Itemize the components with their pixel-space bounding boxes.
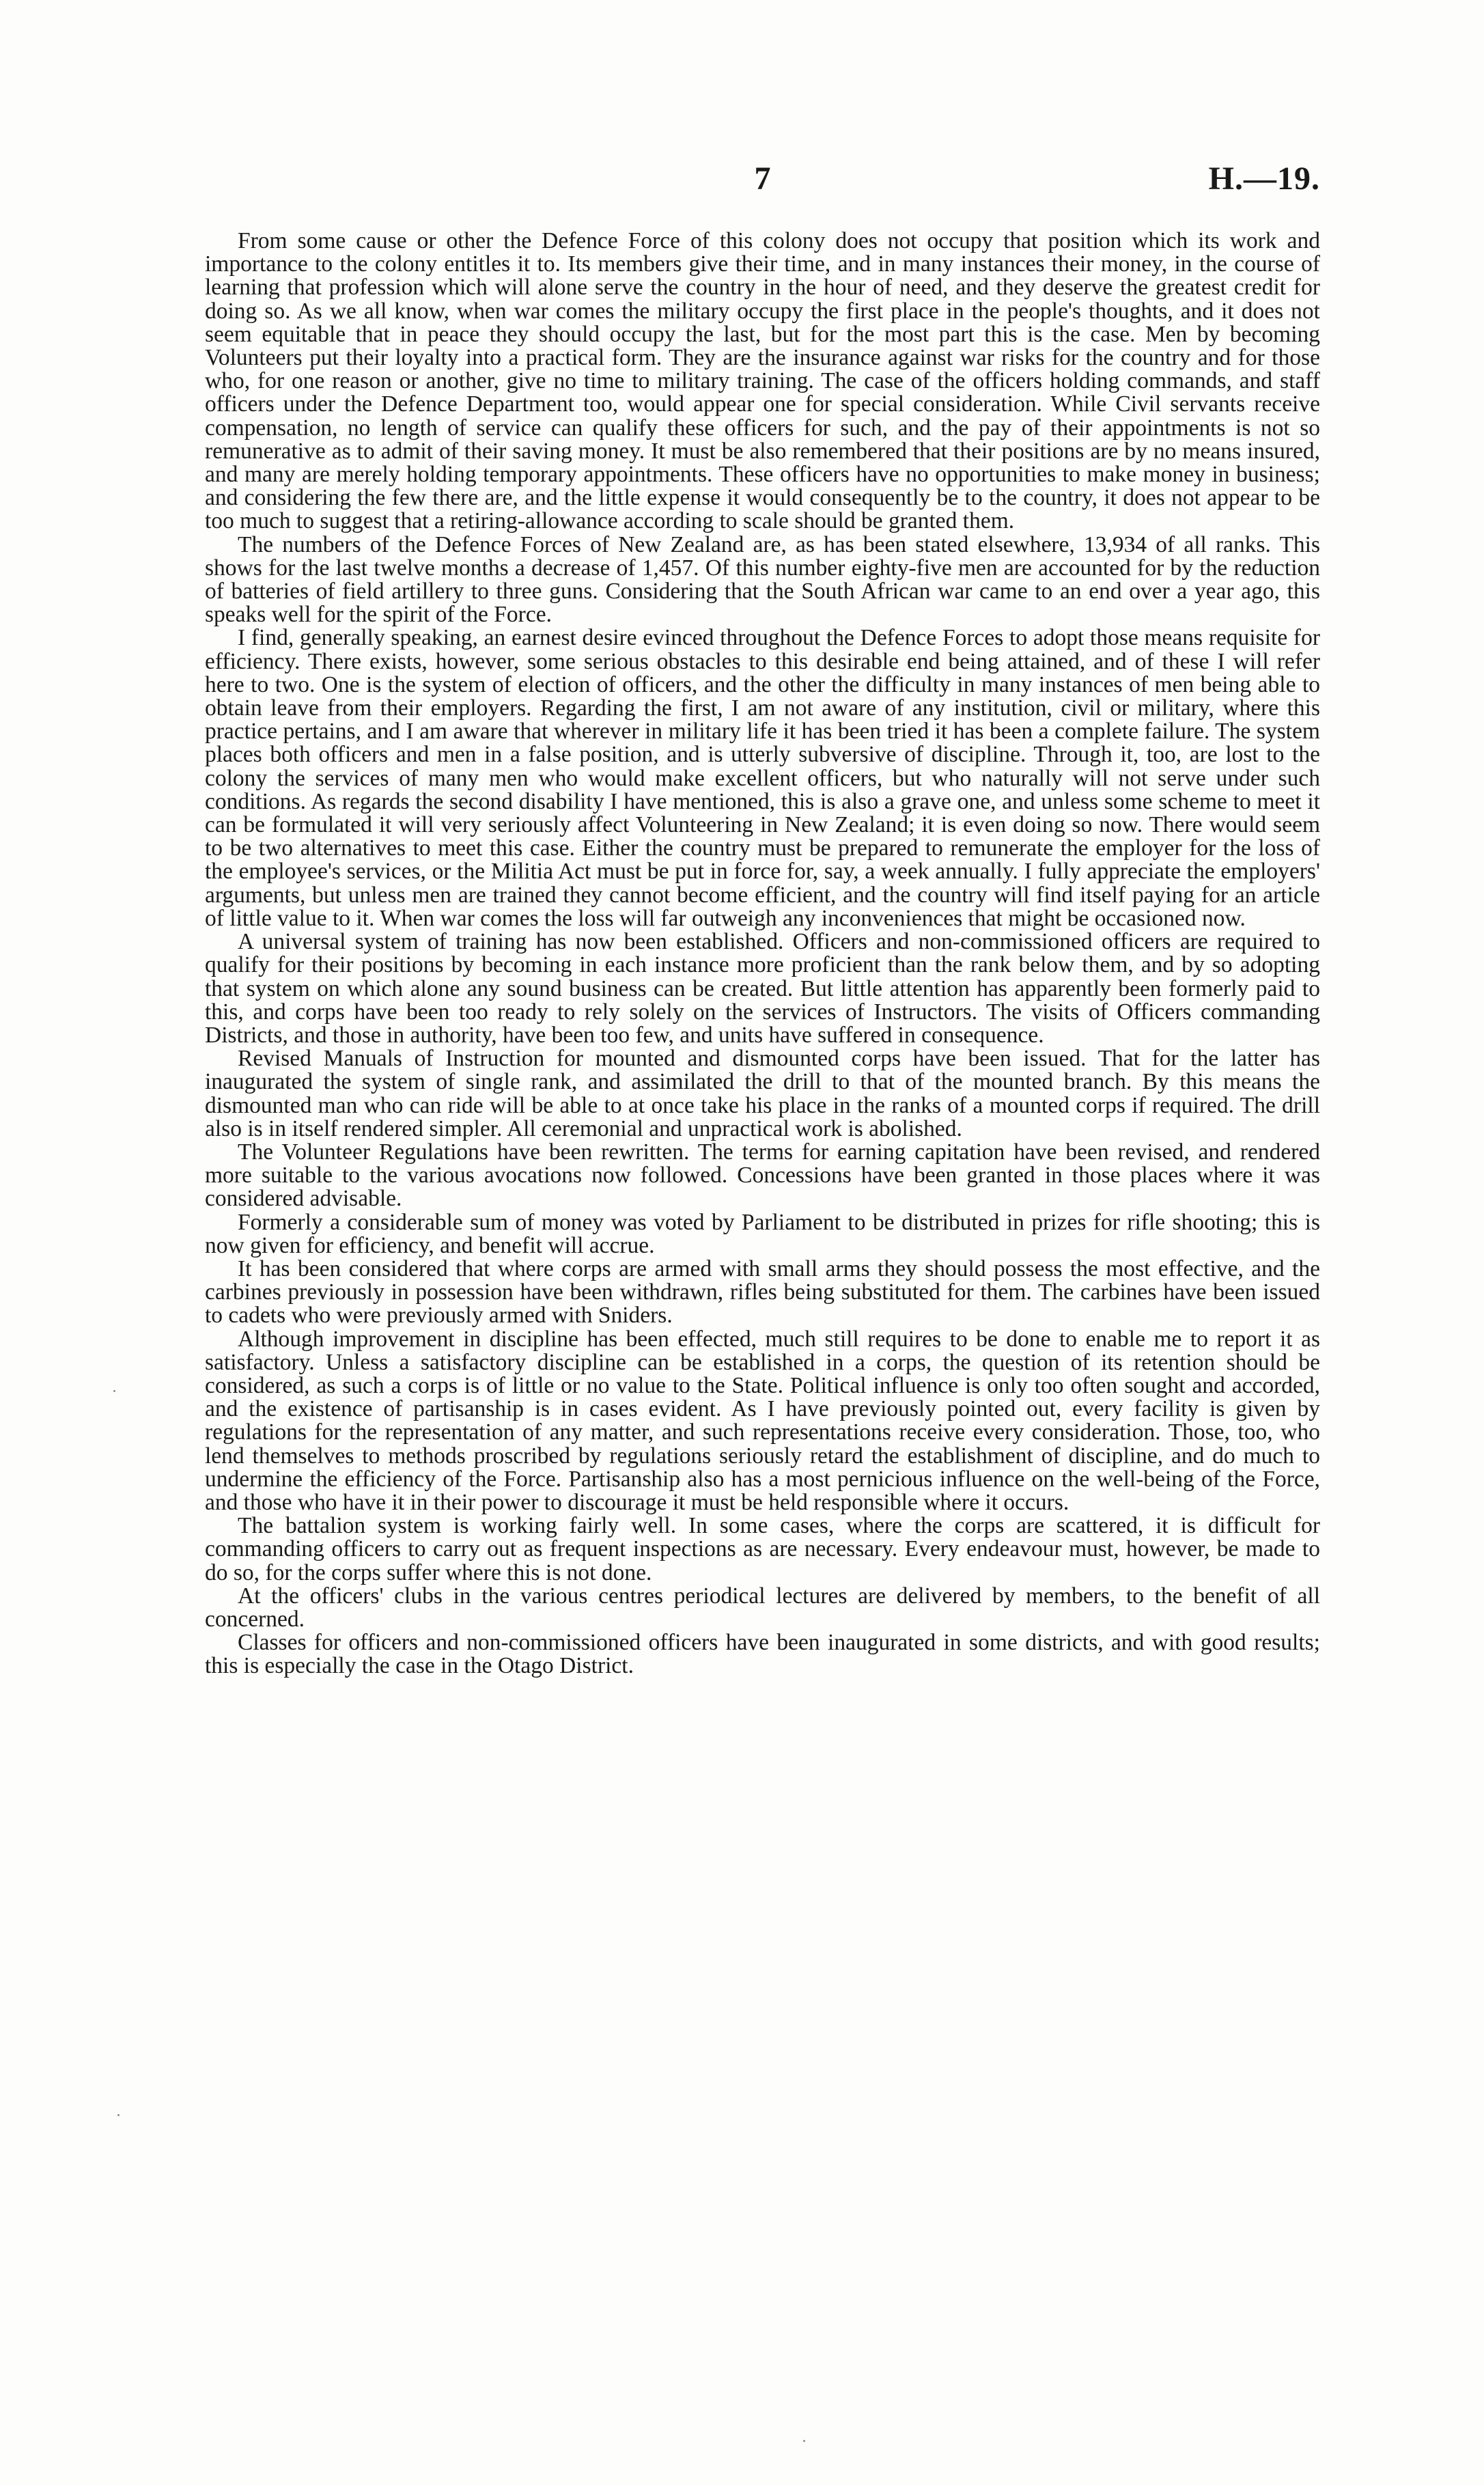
page-number: 7 <box>754 161 771 197</box>
page-header <box>205 158 1320 199</box>
paragraph-officers-clubs: At the officers' clubs in the various centres periodical lectures are delivered by members, to the benefit of all concerned. <box>205 1583 1320 1632</box>
document-reference: H.—19. <box>1208 161 1320 197</box>
paragraph-force-numbers: The numbers of the Defence Forces of New Zealand are, as has been stated elsewhere, 13,934 of all ranks. This shows for the last twelve months a decrease of 1,457. Of this number eighty-five men are accounted for by the reduction of batteries of field artillery to three guns. Considering that the South African war came to an end over a year ago, this speaks well for the spirit of the Force. <box>205 531 1320 628</box>
paper-speck <box>117 2114 120 2116</box>
paragraph-volunteer-regulations: The Volunteer Regulations have been rewritten. The terms for earning capitation have been revised, and rendered more suitable to the various avocations now followed. Concessions have been granted in those places where it was considered advisable. <box>205 1139 1320 1212</box>
paragraph-small-arms: It has been considered that where corps are armed with small arms they should possess the most effective, and the carbines previously in possession have been withdrawn, rifles being substituted for them. The carbines have been issued to cadets who were previously armed with Sniders. <box>205 1255 1320 1329</box>
paragraph-rifle-shooting-prizes: Formerly a considerable sum of money was voted by Parliament to be distributed in prizes for rifle shooting; this is now given for efficiency, and benefit will accrue. <box>205 1209 1320 1258</box>
report-body <box>205 230 1320 1678</box>
paragraph-discipline: Although improvement in discipline has been effected, much still requires to be done to enable me to report it as satisfactory. Unless a satisfactory discipline can be established in a corps, the question of its retention should be considered, as such a corps is of little or no value to the State. Political influence is only too often sought and accorded, and the existence of partisanship is in cases evident. As I have previously pointed out, every facility is given by regulations for the representation of any matter, and such representations receive every consideration. Those, too, who lend themselves to methods proscribed by regulations seriously retard the establishment of discipline, and do much to undermine the efficiency of the Force. Partisanship also has a most pernicious influence on the well-being of the Force, and those who have it in their power to discourage it must be held responsible where it occurs. <box>205 1326 1320 1515</box>
paragraph-obstacles-to-efficiency: I find, generally speaking, an earnest desire evinced throughout the Defence Forces to adopt those means requisite for efficiency. There exists, however, some serious obstacles to this desirable end being attained, and of these I will refer here to two. One is the system of election of officers, and the other the difficulty in many instances of men being able to obtain leave from their employers. Regarding the first, I am not aware of any institution, civil or military, where this practice pertains, and I am aware that wherever in military life it has been tried it has been a complete failure. The system places both officers and men in a false position, and is utterly subversive of discipline. Through it, too, are lost to the colony the services of many men who would make excellent officers, but who naturally will not serve under such conditions. As regards the second disability I have mentioned, this is also a grave one, and unless some scheme to meet it can be formulated it will very seriously affect Volunteering in New Zealand; it is even doing so now. There would seem to be two alternatives to meet this case. Either the country must be prepared to remunerate the employer for the loss of the employee's services, or the Militia Act must be put in force for, say, a week annually. I fully appreciate the employers' arguments, but unless men are trained they cannot become efficient, and the country will find itself paying for an article of little value to it. When war comes the loss will far outweigh any inconveniences that might be occasioned now. <box>205 625 1320 931</box>
paper-speck <box>113 1390 115 1392</box>
paper-speck <box>803 2440 805 2442</box>
paragraph-battalion-system: The battalion system is working fairly well. In some cases, where the corps are scattered, it is difficult for commanding officers to carry out as frequent inspections as are necessary. Every endeavour must, however, be made to do so, for the corps suffer where this is not done. <box>205 1513 1320 1585</box>
paragraph-classes: Classes for officers and non-commissioned officers have been inaugurated in some districts, and with good results; this is especially the case in the Otago District. <box>205 1630 1320 1679</box>
paragraph-revised-manuals: Revised Manuals of Instruction for mounted and dismounted corps have been issued. That for the latter has inaugurated the system of single rank, and assimilated the drill to that of the mounted branch. By this means the dismounted man who can ride will be able to at once take his place in the ranks of a mounted corps if required. The drill also is in itself rendered simpler. All ceremonial and unpractical work is abolished. <box>205 1046 1320 1141</box>
paragraph-defence-force-position: From some cause or other the Defence Force of this colony does not occupy that position which its work and importance to the colony entitles it to. Its members give their time, and in many instances their money, in the course of learning that profession which will alone serve the country in the hour of need, and they deserve the greatest credit for doing so. As we all know, when war comes the military occupy the first place in the people's thoughts, and it does not seem equitable that in peace they should occupy the last, but for the most part this is the case. Men by becoming Volunteers put their loyalty into a practical form. They are the insurance against war risks for the country and for those who, for one reason or another, give no time to military training. The case of the officers holding commands, and staff officers under the Defence Department too, would appear one for special consideration. While Civil servants receive compensation, no length of service can qualify these officers for such, and the pay of their appointments is not so remunerative as to admit of their saving money. It must be also remembered that their positions are by no means insured, and many are merely holding temporary appointments. These officers have no opportunities to make money in business; and considering the few there are, and the little expense it would consequently be to the country, it does not appear to be too much to suggest that a retiring-allowance according to scale should be granted them. <box>205 228 1320 534</box>
paragraph-universal-training: A universal system of training has now been established. Officers and non-commissioned officers are required to qualify for their positions by becoming in each instance more proficient than the rank below them, and by so adopting that system on which alone any sound business can be created. But little attention has apparently been formerly paid to this, and corps have been too ready to rely solely on the services of Instructors. The visits of Officers commanding Districts, and those in authority, have been too few, and units have suffered in consequence. <box>205 929 1320 1048</box>
